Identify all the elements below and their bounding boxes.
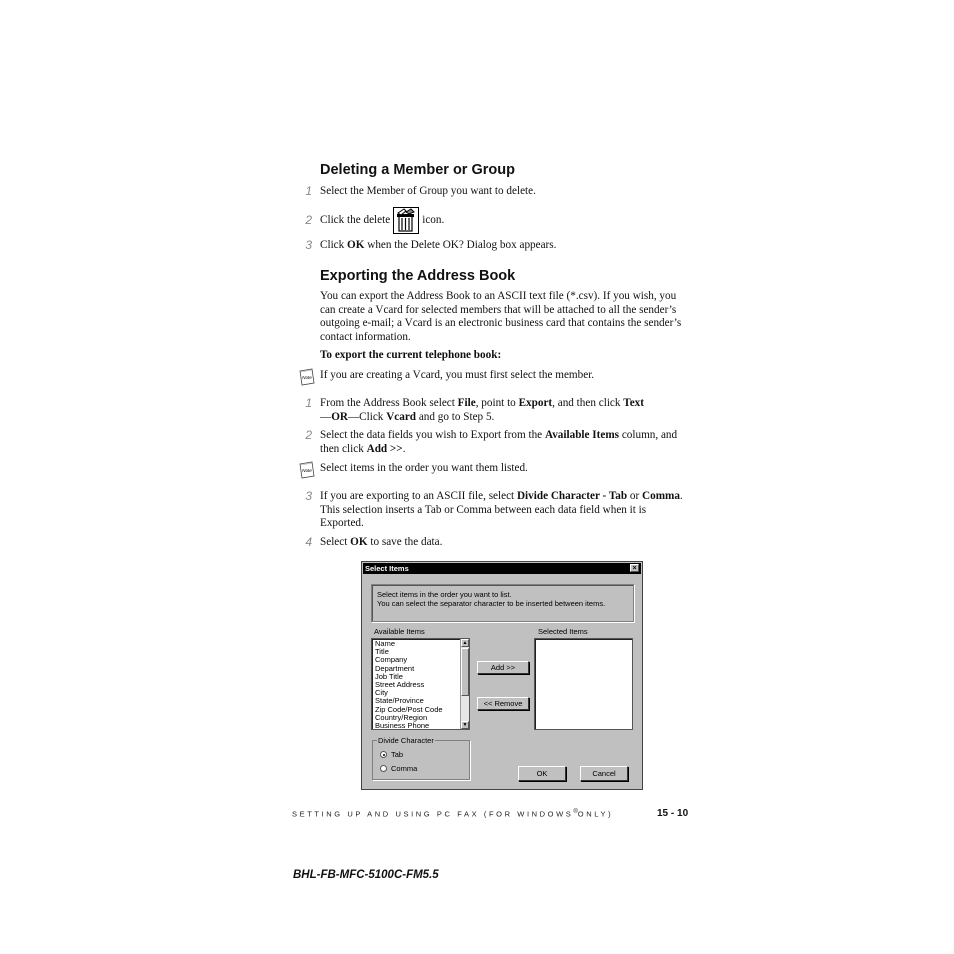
available-list-item[interactable]: Name [375,639,396,648]
step-text-pre: Click the delete [320,214,391,227]
note-label: Note [302,468,312,473]
note-icon [298,368,316,386]
subheading: To export the current telephone book: [320,349,502,361]
instructions-line: Select items in the order you want to list. [377,590,512,599]
add-button[interactable]: Add >> [477,661,529,674]
available-list-item[interactable]: Country/Region [375,712,428,722]
page-number: 15 - 10 [657,808,689,819]
available-items-label: Available Items [374,627,425,636]
delete-trash-icon [393,207,419,234]
running-footer: SETTING UP AND USING PC FAX (FOR WINDOWS®ONLY) [292,809,614,819]
comma-radio[interactable] [380,765,387,772]
step-text: Click OK when the Delete OK? Dialog box appears. [320,239,557,251]
step-number: 1 [305,184,312,198]
available-list-item[interactable]: Department [375,663,415,673]
scroll-thumb[interactable] [461,648,469,696]
instructions-line: You can select the separator character to be inserted between items. [377,599,606,608]
available-list-item[interactable]: Company [375,655,408,665]
divide-character-label: Divide Character [378,736,434,745]
step-text: If you are exporting to an ASCII file, select Divide Character - Tab or Comma. This selection inserts a Tab or Comma between each data field when it is Exported. [320,490,683,530]
dialog-title: Select Items [365,564,409,573]
step-text: Select OK to save the data. [320,536,443,548]
scroll-up-arrow-icon[interactable]: ▲ [462,640,468,646]
available-list-item[interactable]: Job Title [375,671,403,681]
step-text-post: icon. [422,214,445,227]
step-text [320,207,690,234]
available-list-item[interactable]: City [375,688,388,698]
note-text: Select items in the order you want them listed. [320,462,528,474]
note-icon [298,461,316,479]
available-list-item[interactable]: Street Address [375,679,425,689]
close-icon[interactable]: × [630,564,639,572]
note-label: Note [302,375,312,380]
step-number: 3 [305,489,312,503]
available-list-item[interactable]: Title [375,647,389,657]
scrollbar[interactable] [460,639,469,729]
intro-paragraph: You can export the Address Book to an ASCII text file (*.csv). If you wish, you can create a Vcard for selected members that will be attached to all the sender’s outgoing e-mail; a Vcard is an electronic business card that contains the sender’s contact information. [320,290,682,343]
remove-button[interactable]: << Remove [477,697,529,710]
available-list-item[interactable]: State/Province [375,696,424,706]
note-text: If you are creating a Vcard, you must first select the member. [320,369,595,381]
select-items-dialog [361,561,643,790]
step-number: 1 [305,396,312,410]
section-heading-export: Exporting the Address Book [320,268,516,284]
step-number: 2 [305,213,312,227]
step-text: From the Address Book select File, point to Export, and then click Text —OR—Click Vcard and go to Step 5. [320,397,644,423]
step-text: Select the data fields you wish to Export from the Available Items column, and then click Add >>. [320,429,678,455]
available-list-item[interactable]: Business Phone [375,720,430,730]
cancel-button[interactable]: Cancel [580,766,628,781]
ok-button[interactable]: OK [518,766,566,781]
scroll-down-arrow-icon[interactable]: ▼ [462,722,468,728]
dialog-titlebar [363,563,641,574]
tab-radio[interactable] [380,751,387,758]
tab-option-label: Tab [391,750,404,759]
section-heading-delete: Deleting a Member or Group [320,162,515,178]
step-text: Select the Member of Group you want to delete. [320,185,536,197]
selected-items-list[interactable] [534,638,633,730]
divide-character-group [372,736,470,780]
selected-items-label: Selected Items [538,627,588,636]
step-number: 3 [305,238,312,252]
step-number: 2 [305,428,312,442]
step-number: 4 [305,535,312,549]
instructions-box [371,584,634,622]
available-list-item[interactable]: Zip Code/Post Code [375,704,443,714]
comma-option-label: Comma [391,764,418,773]
document-code: BHL-FB-MFC-5100C-FM5.5 [293,869,439,881]
available-items-list[interactable] [371,638,470,730]
